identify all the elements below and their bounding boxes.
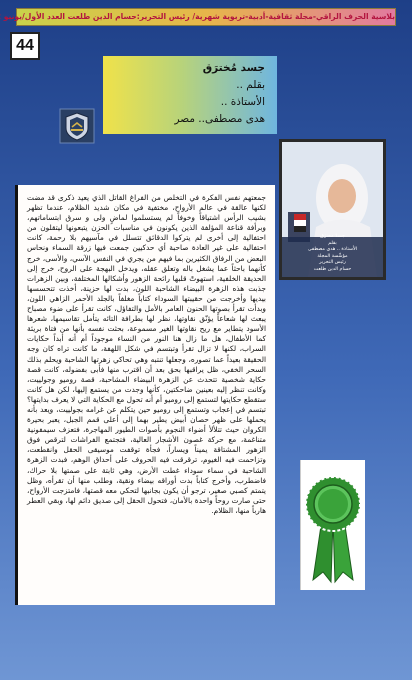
- byline-label: بقلم ..: [236, 79, 265, 91]
- article-title: جسد مُخترَق: [202, 62, 265, 74]
- caption-line: رئيس التحرير: [319, 260, 346, 265]
- caption-line: الأستاذة .. هدى مصطفى: [307, 247, 358, 252]
- author-photo: [279, 139, 386, 280]
- magazine-banner: بلاسية الحرف الراقي-مجلة ثقافية-أدبية-تربوية شهرية/ رئيس التحرير:حسام الدين طلعت العدد الأول/يونيو: [16, 8, 396, 26]
- award-ribbon-icon: [300, 460, 365, 590]
- photo-caption: [282, 234, 383, 273]
- author-title: الأستاذة ..: [220, 96, 265, 108]
- caption-line: جسدٌ مخترَق: [320, 234, 345, 239]
- emblem-logo-icon: [59, 108, 95, 144]
- caption-line: مؤسِّسة المجلة: [317, 253, 348, 259]
- author-name: هدى مصطفى.. مصر: [174, 113, 265, 125]
- caption-line: حسام الدين طلعت: [313, 266, 352, 272]
- page-number: 44: [10, 32, 40, 60]
- article-title-box: [103, 56, 277, 134]
- caption-line: بقلم: [328, 240, 337, 246]
- article-body: جمعتهم نفس الفكرة في التخلص من الفراغ القاتل الذي يعيد ذكرى قد مضت لكنها عالقة في عالم الأرواح، مختفية في مكان شديد الظلام، عندما تظهر بشيب الرأس اشتياقاً وخوفاً لم يستسلموا لماضٍ ولى و سرق ابتساماتهم، وبرأفة قناعة المؤلفة الذين يكونون في مناسبات الحزن يتبعونها ليتقلون من احتفالية إلى أخرى لم يتركوا الدقائق تتسلل في مآسيهم بلا رحمة، كانت احتفالية على غير العادة صاحبة أي حدكيين جمعت فيها زرقة السماء ونحاس البعض من الرفاق الكثيرين بما فيهم من يجري في النفس الآسي، والأسى، خرج كأنهما باحثاً عما يشغل باله وتعلق عقله، ويدخل البهجة على الروح، خرج إلى الحديقة الخلفية، استهوتْ قلبها رائحة الزهور وأشكالها المختلفة، وبين الزهرات جذبت هذه الزهرة البيضاء الشاحبة اللون، بدت لها حزينة، أخذت تتحسسها بيديها وأخرجت من حقيبتها السوداء كتاباً مغلفاً بالجلد الأحمر الزاهي اللون، وبدأت تقرأ بصوتها الحنون العامر بالأمل والتفاؤل، كانت تقرأ على ضوء مصباح يبعث لها شعاعاً يؤنّق نقاوتها، نظر لها بطرافة التائه يتأمل تقاسيمها، شعرها الأسود يتطاير مع ريح نقاوتها الغير مسموعة، بحثت نفسه بأنها من فتاة بريئة كما الأطفال، هل ما زال هنا النور من النساء موجوداً أم أنه أبداً حكايات السراب، لكنها لا تزال تقرأ وتبتسم في شكل اللهفة، ما كانت تراه كان وجه الحقيقة بعيداً عما تصوره، وجعلها تنتبه وهي تحاكي زهرتها الشاحبة ويحلم بذلك السحر الخفي، ظل يراقبها بحق بعد أن اقترب منها فأبى بفضوله، كانت قصة حكاية شخصية تتحدث عن الزهرة البيضاء المشاحبة، قصة روميو وجولييت، وكانت تنظر إليه بعينين ضاحكتين، كأنها وجدت من يستمع إليها، لكن هل كانت ستقطع حكايتها لتستمع إلى روميو أم أنه تحول مع الحكاية التي لا يعرف بدايتها؟ تبتسم في إعجاب وتستمع إلى روميو حين يتكلم عن غرامه بجولييت، ويعد بأنه يحملها على ظهر حصان أبيض يطير بهما إلى أعلى قمم الجبل، يعبر بحيرة الكروان حيث تتلألأ أضواء النجوم بأصوات الطيور المهاجرة، فتعزف سيمفونية متناغمة، مع حركة غصون الأشجار العالية، فتجتمع الفراشات لترقص فوق الزهور المشتاقة يميناً ويساراً، فجأة توقفت موسيقى الحقل وانقطعت، وتزاحمت فيه الغيوم، ترقرقت فيه الحروف على أحداق الوهم، فبدت الزهرة الشاحبة في سماء سوداء غطت الأرض، وهي ثابتة على صمتها بلا حراك، فاضطرب، وأخرج كتاباً بدت أوراقه بيضاء ونقية، وطلب منها أن تقرأه، وظل يتمتم كصبي صغير، ترجو أن يكون بجانبها لتحكي معه قصتها، فامتزجت الأرواح، حتى صارت روحاً واحدة بالأمان، فتحول الحقل إلى صديق دائم لها، وبقي العطر هارباً منها، الظلام.: [15, 185, 275, 605]
